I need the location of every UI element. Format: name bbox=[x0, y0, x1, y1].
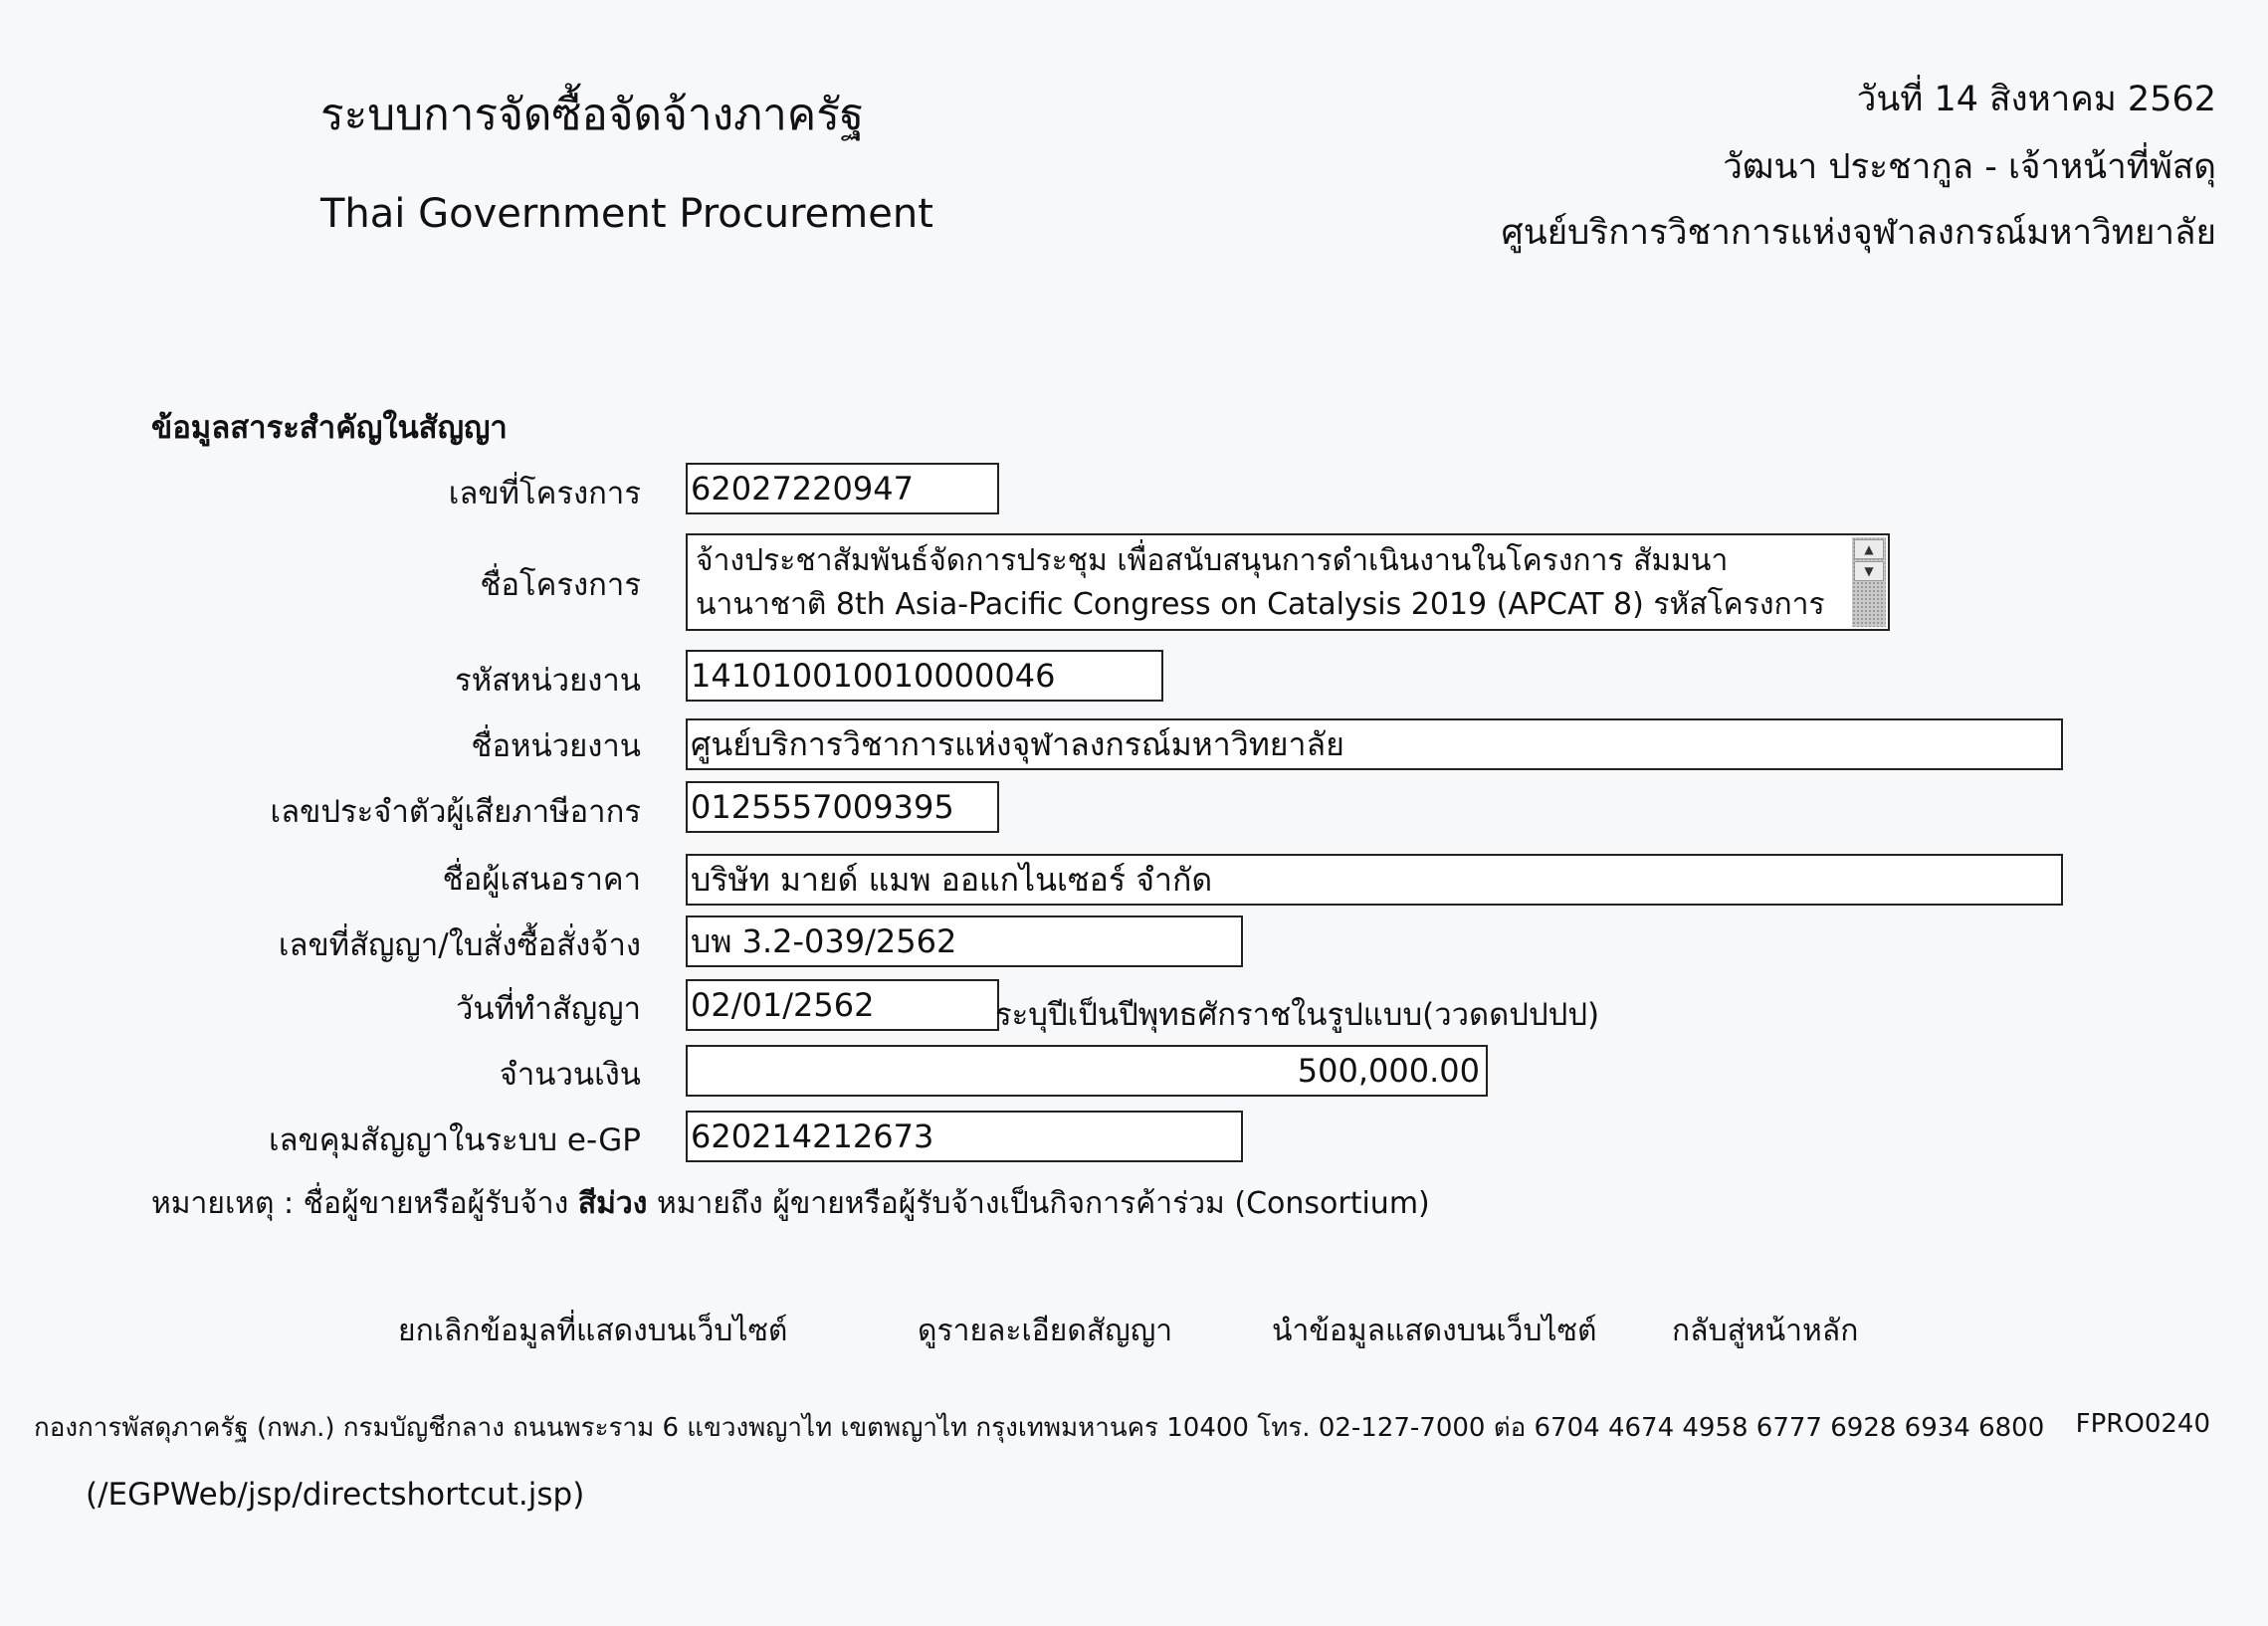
agency-name-field[interactable]: ศูนย์บริการวิชาการแห่งจุฬาลงกรณ์มหาวิทยาลัย bbox=[686, 718, 2063, 770]
cancel-publish-link[interactable]: ยกเลิกข้อมูลที่แสดงบนเว็บไซต์ bbox=[398, 1314, 788, 1348]
publish-to-website-link[interactable]: นำข้อมูลแสดงบนเว็บไซต์ bbox=[1272, 1314, 1597, 1348]
note-accent-word: สีม่วง bbox=[577, 1186, 648, 1221]
egp-control-no-label: เลขคุมสัญญาในระบบ e-GP bbox=[268, 1122, 641, 1158]
contract-no-label: เลขที่สัญญา/ใบสั่งซื้อสั่งจ้าง bbox=[278, 927, 641, 963]
project-name-text: จ้างประชาสัมพันธ์จัดการประชุม เพื่อสนับสนุนการดำเนินงานในโครงการ สัมมนานานาชาติ 8th Asia-Pacific Congress on Catalysis 2019 (APCAT 8) รหัสโครงการ bbox=[696, 543, 1825, 622]
project-no-label: เลขที่โครงการ bbox=[448, 476, 641, 511]
project-name-scrollbar[interactable] bbox=[1852, 537, 1886, 627]
bidder-name-label: ชื่อผู้เสนอราคา bbox=[442, 862, 641, 898]
header-organization: ศูนย์บริการวิชาการแห่งจุฬาลงกรณ์มหาวิทยาลัย bbox=[1501, 213, 2216, 253]
amount-field[interactable]: 500,000.00 bbox=[686, 1045, 1488, 1097]
project-name-label: ชื่อโครงการ bbox=[480, 567, 641, 603]
scroll-down-arrow-icon[interactable]: ▼ bbox=[1854, 561, 1884, 581]
contract-date-label: วันที่ทำสัญญา bbox=[455, 991, 641, 1027]
footer-page-code: FPRO0240 bbox=[2075, 1409, 2210, 1439]
footer-contact-text: กองการพัสดุภาครัฐ (กพภ.) กรมบัญชีกลาง ถนนพระราม 6 แขวงพญาไท เขตพญาไท กรุงเทพมหานคร 10400 โทร. 02-127-7000 ต่อ 6704 4674 4958 6777 6928 6934 6800 bbox=[34, 1413, 2045, 1443]
scroll-up-arrow-icon[interactable]: ▲ bbox=[1854, 539, 1884, 559]
view-contract-details-link[interactable]: ดูรายละเอียดสัญญา bbox=[918, 1314, 1173, 1348]
header-user: วัฒนา ประชากูล - เจ้าหน้าที่พัสดุ bbox=[1723, 147, 2216, 187]
egp-control-no-field[interactable]: 620214212673 bbox=[686, 1111, 1243, 1162]
contract-date-field[interactable]: 02/01/2562 bbox=[686, 979, 999, 1031]
agency-name-label: ชื่อหน่วยงาน bbox=[471, 728, 641, 764]
contract-date-hint: ระบุปีเป็นปีพุทธศักราชในรูปแบบ(ววดดปปปป) bbox=[995, 997, 1600, 1033]
agency-code-label: รหัสหน่วยงาน bbox=[455, 663, 641, 699]
tax-id-label: เลขประจำตัวผู้เสียภาษีอากร bbox=[270, 794, 641, 830]
note-prefix: หมายเหตุ : ชื่อผู้ขายหรือผู้รับจ้าง bbox=[151, 1186, 569, 1221]
consortium-note bbox=[151, 1180, 1430, 1227]
note-suffix: หมายถึง ผู้ขายหรือผู้รับจ้างเป็นกิจการค้าร่วม (Consortium) bbox=[656, 1186, 1430, 1221]
bidder-name-field[interactable]: บริษัท มายด์ แมพ ออแกไนเซอร์ จำกัด bbox=[686, 854, 2063, 906]
system-title-thai: ระบบการจัดซื้อจัดจ้างภาครัฐ bbox=[320, 90, 865, 140]
amount-label: จำนวนเงิน bbox=[499, 1057, 641, 1093]
agency-code-field[interactable]: 141010010010000046 bbox=[686, 650, 1163, 702]
header-date: วันที่ 14 สิงหาคม 2562 bbox=[1856, 80, 2216, 119]
section-title: ข้อมูลสาระสำคัญในสัญญา bbox=[151, 410, 508, 446]
tax-id-field[interactable]: 0125557009395 bbox=[686, 781, 999, 833]
back-to-home-link[interactable]: กลับสู่หน้าหลัก bbox=[1672, 1314, 1859, 1348]
project-name-textarea[interactable] bbox=[686, 533, 1890, 631]
contract-no-field[interactable]: บพ 3.2-039/2562 bbox=[686, 915, 1243, 967]
project-no-field[interactable]: 62027220947 bbox=[686, 463, 999, 514]
system-title-english: Thai Government Procurement bbox=[320, 191, 933, 237]
shortcut-path: (/EGPWeb/jsp/directshortcut.jsp) bbox=[86, 1477, 585, 1513]
